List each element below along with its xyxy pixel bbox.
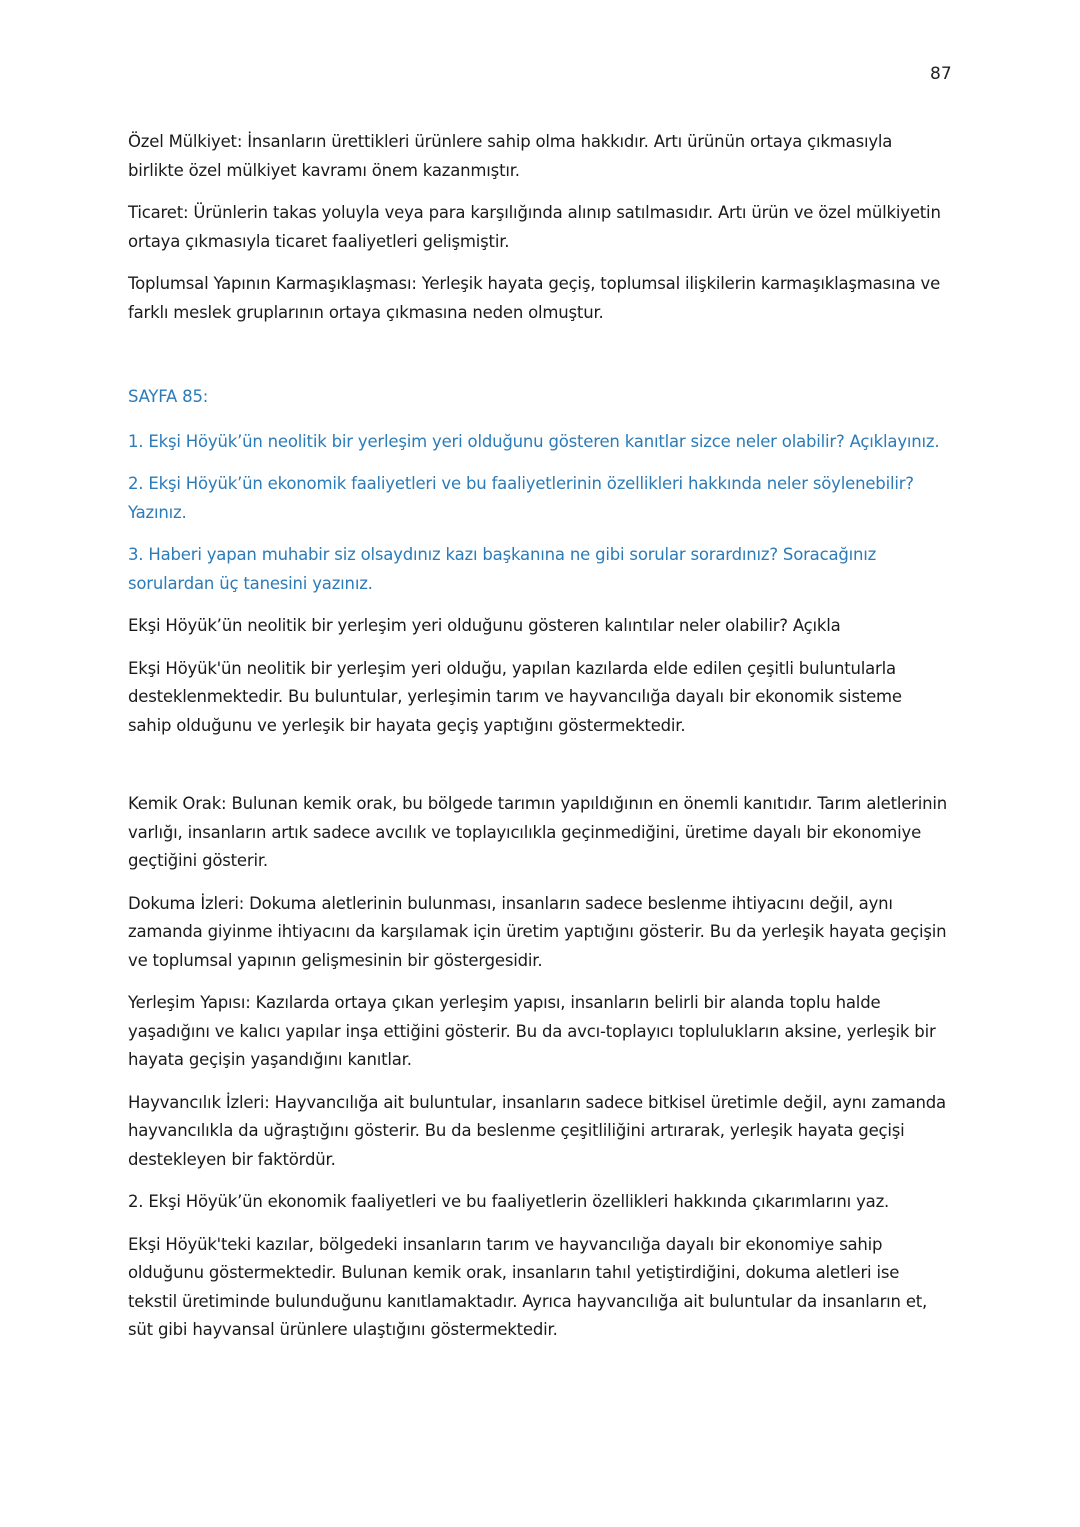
definition-social-structure: Toplumsal Yapının Karmaşıklaşması: Yerleşik hayata geçiş, toplumsal ilişkilerin karmaşıklaşmasına ve farklı meslek gruplarının ortaya çıkmasına neden olmuştur.: [128, 274, 941, 322]
section-title: SAYFA 85:: [128, 387, 209, 406]
answer-1-intro: Ekşi Höyük'ün neolitik bir yerleşim yeri olduğu, yapılan kazılarda elde edilen çeşitli buluntularla desteklenmektedir. Bu buluntular, yerleşimin tarım ve hayvancılığa dayalı bir ekonomik sisteme sahip olduğunu ve yerleşik bir hayata geçiş yaptığını göstermektedir.: [128, 658, 902, 735]
definition-private-property: Özel Mülkiyet: İnsanların ürettikleri ürünlere sahip olma hakkıdır. Artı ürünün ortaya çıkmasıyla birlikte özel mülkiyet kavramı önem kazanmıştır.: [128, 132, 893, 180]
answer-1-question: Ekşi Höyük’ün neolitik bir yerleşim yeri olduğunu gösteren kalıntılar neler olabilir? Açıkla: [128, 616, 841, 635]
question-2: 2. Ekşi Höyük’ün ekonomik faaliyetleri ve bu faaliyetlerinin özellikleri hakkında neler söylenebilir? Yazınız.: [128, 474, 914, 522]
page-number: 87: [930, 64, 952, 84]
question-1: 1. Ekşi Höyük’ün neolitik bir yerleşim yeri olduğunu gösteren kanıtlar sizce neler olabilir? Açıklayınız.: [128, 431, 940, 451]
evidence-livestock: Hayvancılık İzleri: Hayvancılığa ait buluntular, insanların sadece bitkisel üretimle değil, aynı zamanda hayvancılıkla da uğraştığını gösterir. Bu da beslenme çeşitliliğini artırarak, yerleşik hayata geçişi destekleyen bir faktördür.: [128, 1092, 946, 1169]
definition-trade: Ticaret: Ürünlerin takas yoluyla veya para karşılığında alınıp satılmasıdır. Artı ürün ve özel mülkiyetin ortaya çıkmasıyla ticaret faaliyetleri gelişmiştir.: [128, 203, 941, 251]
evidence-bone-sickle: Kemik Orak: Bulunan kemik orak, bu bölgede tarımın yapıldığının en önemli kanıtıdır. Tarım aletlerinin varlığı, insanların artık sadece avcılık ve toplayıcılıkla geçinmediğini, üretime dayalı bir ekonomiye geçtiğini gösterir.: [128, 794, 948, 870]
answer-2-text: Ekşi Höyük'teki kazılar, bölgedeki insanların tarım ve hayvancılığa dayalı bir ekonomiye sahip olduğunu göstermektedir. Bulunan kemik orak, insanların tahıl yetiştirdiğini, dokuma aletleri ise tekstil üretiminde bulunduğunu kanıtlamaktadır. Ayrıca hayvancılığa ait buluntular da insanların et, süt gibi hayvansal ürünlere ulaştığını göstermektedir.: [128, 1234, 928, 1339]
evidence-settlement: Yerleşim Yapısı: Kazılarda ortaya çıkan yerleşim yapısı, insanların belirli bir alanda toplu halde yaşadığını ve kalıcı yapılar inşa ettiğini gösterir. Bu da avcı-toplayıcı toplulukların aksine, yerleşik bir hayata geçişin yaşandığını kanıtlar.: [128, 993, 936, 1069]
question-3: 3. Haberi yapan muhabir siz olsaydınız kazı başkanına ne gibi sorular sorardınız? Soracağınız sorulardan üç tanesini yazınız.: [128, 545, 877, 593]
page-content: [128, 128, 948, 1359]
evidence-weaving: Dokuma İzleri: Dokuma aletlerinin bulunması, insanların sadece beslenme ihtiyacını değil, aynı zamanda giyinme ihtiyacını da karşılamak için üretim yaptığını gösterir. Bu da yerleşik hayata geçişin ve toplumsal yapının gelişmesinin bir göstergesidir.: [128, 893, 947, 970]
answer-2-question: 2. Ekşi Höyük’ün ekonomik faaliyetleri ve bu faaliyetlerin özellikleri hakkında çıkarımlarını yaz.: [128, 1192, 890, 1211]
